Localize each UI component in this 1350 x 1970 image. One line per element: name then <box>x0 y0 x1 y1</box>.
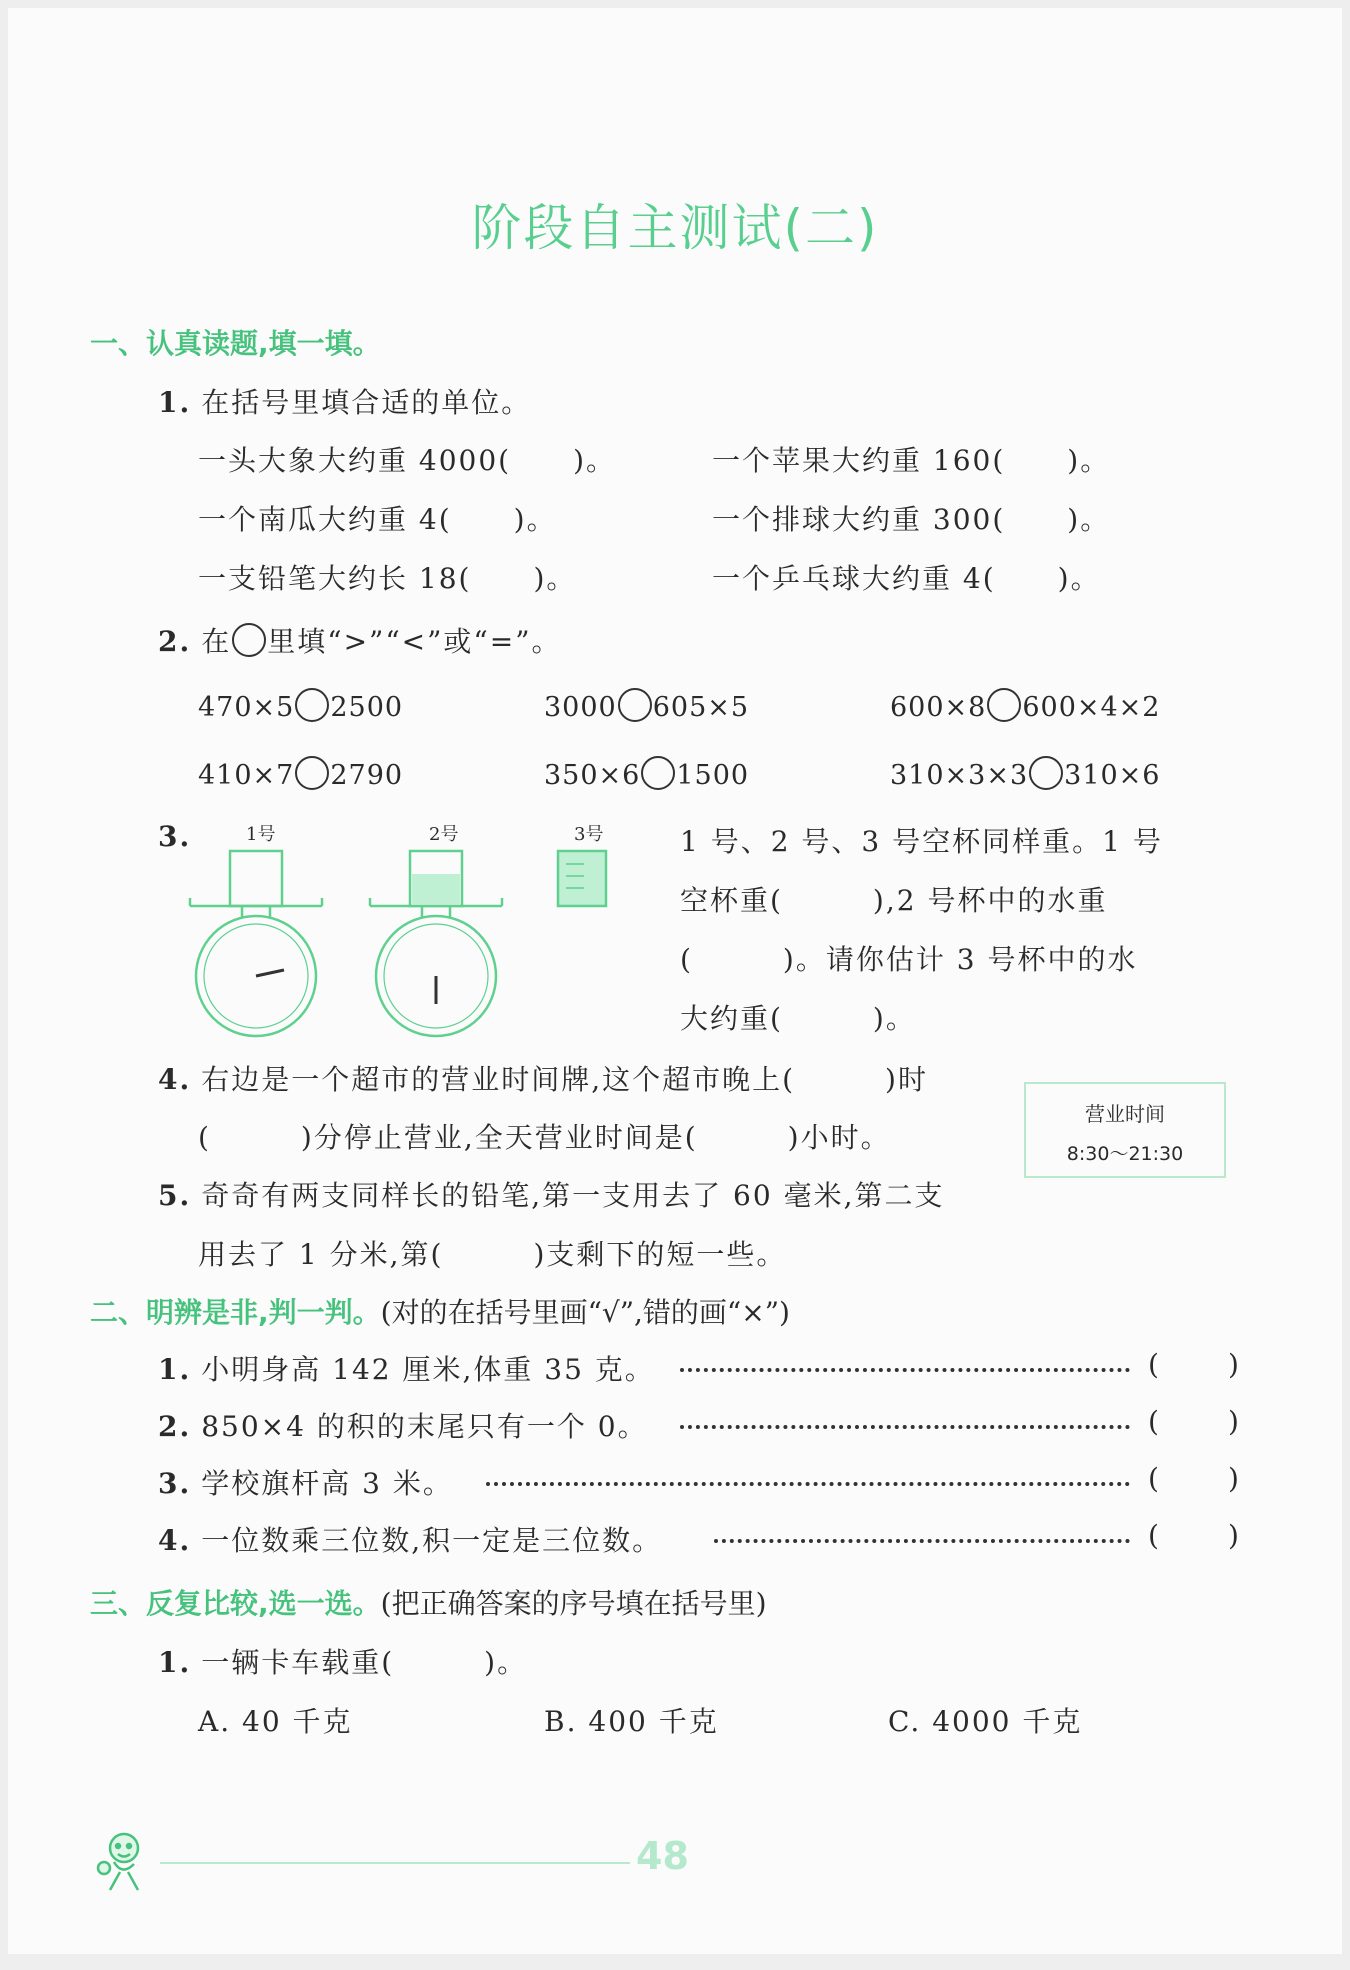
cup-3-icon <box>558 851 606 906</box>
compare-left: 350×6 <box>544 760 641 791</box>
question-number: 5. <box>158 1179 192 1212</box>
unit-item-text: 一支铅笔大约长 18( <box>198 562 472 595</box>
leader-dots <box>680 1368 1130 1372</box>
unit-item-end: )。 <box>533 562 577 595</box>
scales-illustration <box>188 846 628 1046</box>
question-1-1 <box>158 381 531 421</box>
q4-line-2: ( )分停止营业,全天营业时间是( )小时。 <box>198 1121 891 1154</box>
unit-item-end: )。 <box>1057 562 1101 595</box>
judge-item-3 <box>158 1462 453 1502</box>
compare-item-5 <box>544 756 749 791</box>
question-number: 1. <box>158 386 192 419</box>
judge-text: 一位数乘三位数,积一定是三位数。 <box>201 1524 663 1557</box>
answer-paren-close: ) <box>1228 1519 1239 1552</box>
worksheet-page <box>8 8 1342 1954</box>
footer-divider <box>160 1862 630 1864</box>
option-a[interactable]: A. 40 千克 <box>198 1705 353 1738</box>
compare-left: 600×8 <box>890 692 987 723</box>
answer-paren-open: ( <box>1148 1462 1159 1495</box>
sign-title: 营业时间 <box>1085 1102 1165 1126</box>
leader-dots <box>714 1539 1130 1543</box>
question-1-4 <box>158 1058 928 1098</box>
scale-1-icon <box>190 851 322 1036</box>
unit-item-text: 一个排球大约重 300( <box>712 503 1006 536</box>
unit-item-6 <box>712 557 1101 597</box>
question-1-2 <box>158 620 562 660</box>
q3-line-3: ( )。请你估计 3 号杯中的水 <box>680 943 1138 976</box>
answer-paren-close: ) <box>1228 1405 1239 1438</box>
compare-circle[interactable] <box>641 756 675 790</box>
section-3-note: (把正确答案的序号填在括号里) <box>380 1587 767 1620</box>
compare-item-6 <box>890 756 1160 791</box>
compare-item-2 <box>544 688 749 723</box>
section-2-note: (对的在括号里画“√”,错的画“×”) <box>380 1296 790 1329</box>
question-1-5 <box>158 1174 944 1214</box>
mascot-icon <box>92 1828 162 1898</box>
unit-item-2 <box>712 439 1110 479</box>
cup-label-1: 1号 <box>246 824 276 845</box>
compare-left: 3000 <box>544 692 617 723</box>
cup-label-2: 2号 <box>429 824 459 845</box>
compare-right: 2790 <box>330 760 404 791</box>
compare-item-4 <box>198 756 403 791</box>
unit-item-text: 一头大象大约重 4000( <box>198 444 512 477</box>
unit-item-end: )。 <box>573 444 617 477</box>
question-number: 3. <box>158 820 192 853</box>
unit-item-end: )。 <box>1067 503 1111 536</box>
leader-dots <box>486 1482 1130 1486</box>
page-title: 阶段自主测试(二) <box>471 199 879 257</box>
compare-item-3 <box>890 688 1160 723</box>
question-text: 一辆卡车载重( )。 <box>201 1646 528 1679</box>
compare-circle[interactable] <box>295 756 329 790</box>
judge-text: 850×4 的积的末尾只有一个 0。 <box>201 1410 648 1443</box>
q3-line-4: 大约重( )。 <box>680 1002 916 1035</box>
question-number: 1. <box>158 1646 192 1679</box>
unit-item-1 <box>198 439 616 479</box>
compare-circle[interactable] <box>295 688 329 722</box>
compare-left: 410×7 <box>198 760 295 791</box>
section-1-heading: 一、认真读题,填一填。 <box>90 327 381 360</box>
question-number: 2. <box>158 625 192 658</box>
judge-item-1 <box>158 1348 655 1388</box>
judge-text: 学校旗杆高 3 米。 <box>201 1467 453 1500</box>
unit-item-text: 一个苹果大约重 160( <box>712 444 1006 477</box>
compare-right: 2500 <box>330 692 404 723</box>
unit-item-4 <box>712 498 1110 538</box>
section-2-heading <box>90 1291 790 1331</box>
unit-item-text: 一个南瓜大约重 4( <box>198 503 452 536</box>
scale-2-icon <box>370 851 502 1036</box>
option-b[interactable]: B. 400 千克 <box>544 1705 719 1738</box>
option-c[interactable]: C. 4000 千克 <box>888 1705 1083 1738</box>
q3-line-1: 1 号、2 号、3 号空杯同样重。1 号 <box>680 825 1163 858</box>
judge-text: 小明身高 142 厘米,体重 35 克。 <box>201 1353 655 1386</box>
circle-icon <box>232 623 266 657</box>
unit-item-3 <box>198 498 557 538</box>
answer-paren-close: ) <box>1228 1462 1239 1495</box>
compare-right: 600×4×2 <box>1022 692 1161 723</box>
section-3-heading <box>90 1582 767 1622</box>
compare-circle[interactable] <box>618 688 652 722</box>
judge-item-2 <box>158 1405 648 1445</box>
business-hours-sign <box>1024 1082 1226 1178</box>
question-number: 2. <box>158 1410 192 1443</box>
compare-item-1 <box>198 688 403 723</box>
question-text: 奇奇有两支同样长的铅笔,第一支用去了 60 毫米,第二支 <box>201 1179 945 1212</box>
question-text-post: 里填“>”“<”或“=”。 <box>267 625 562 658</box>
leader-dots <box>680 1425 1130 1429</box>
sign-hours: 8:30～21:30 <box>1066 1143 1184 1165</box>
unit-item-text: 一个乒乓球大约重 4( <box>712 562 996 595</box>
question-3-1 <box>158 1641 527 1681</box>
question-number: 4. <box>158 1063 192 1096</box>
compare-left: 310×3×3 <box>890 760 1029 791</box>
cup-label-3: 3号 <box>574 824 604 845</box>
unit-item-5 <box>198 557 576 597</box>
question-text: 右边是一个超市的营业时间牌,这个超市晚上( )时 <box>201 1063 928 1096</box>
unit-item-end: )。 <box>1067 444 1111 477</box>
q5-line-2: 用去了 1 分米,第( )支剩下的短一些。 <box>198 1238 787 1271</box>
answer-paren-open: ( <box>1148 1519 1159 1552</box>
answer-paren-open: ( <box>1148 1348 1159 1381</box>
compare-right: 310×6 <box>1064 760 1161 791</box>
compare-circle[interactable] <box>987 688 1021 722</box>
page-number: 48 <box>636 1834 689 1878</box>
compare-circle[interactable] <box>1029 756 1063 790</box>
question-text-pre: 在 <box>201 625 232 658</box>
unit-item-end: )。 <box>513 503 557 536</box>
section-2-title: 二、明辨是非,判一判。 <box>90 1296 381 1329</box>
q3-line-2: 空杯重( ),2 号杯中的水重 <box>680 884 1108 917</box>
answer-paren-close: ) <box>1228 1348 1239 1381</box>
section-3-title: 三、反复比较,选一选。 <box>90 1587 381 1620</box>
question-number: 4. <box>158 1524 192 1557</box>
compare-right: 605×5 <box>652 692 750 723</box>
judge-item-4 <box>158 1519 662 1559</box>
question-number: 1. <box>158 1353 192 1386</box>
compare-left: 470×5 <box>198 692 295 723</box>
compare-right: 1500 <box>676 760 750 791</box>
question-text: 在括号里填合适的单位。 <box>201 386 532 419</box>
question-number: 3. <box>158 1467 192 1500</box>
answer-paren-open: ( <box>1148 1405 1159 1438</box>
